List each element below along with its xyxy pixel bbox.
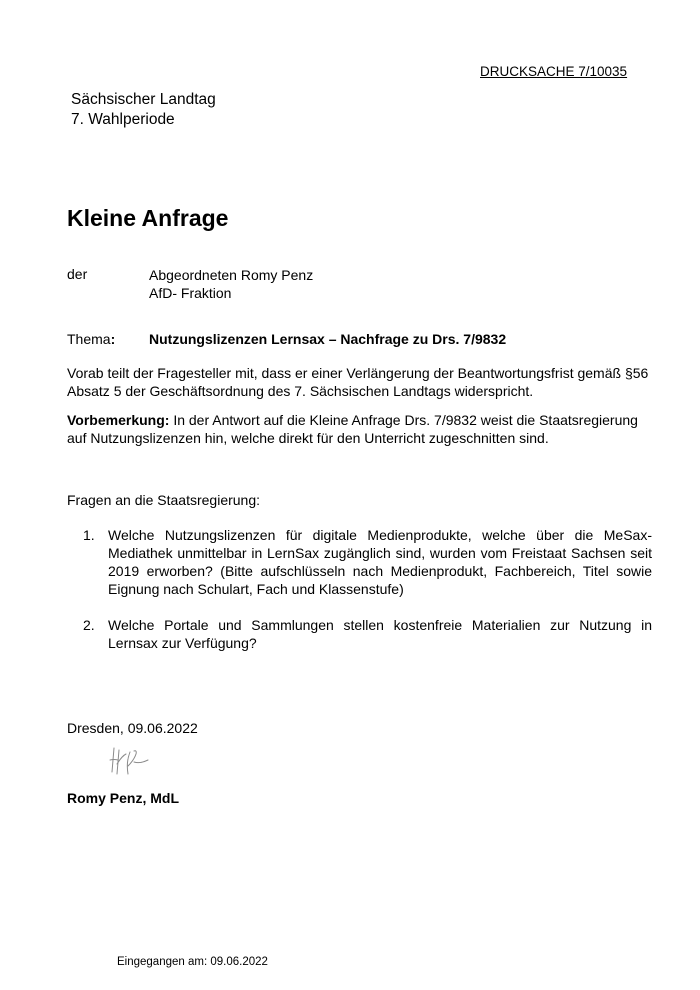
- document-title: Kleine Anfrage: [67, 205, 229, 231]
- question-text: Welche Nutzungslizenzen für digitale Medienprodukte, welche über die MeSax-Mediathek unmittelbar in LernSax zugänglich sind, wurden vom Freistaat Sachsen seit 2019 erworben? (Bitte aufschlüsseln nach Medienprodukt, Fachbereich, Titel sowie Eignung nach Schulart, Fach und Klassenstufe): [108, 527, 652, 597]
- author-faction: AfD- Fraktion: [149, 285, 232, 301]
- author-name: Abgeordneten Romy Penz: [149, 267, 314, 283]
- question-number: 2.: [83, 617, 95, 633]
- question-text: Welche Portale und Sammlungen stellen kostenfreie Materialien zur Nutzung in Lernsax zur Verfügung?: [108, 617, 652, 651]
- legislative-period: 7. Wahlperiode: [71, 111, 175, 128]
- place-date: Dresden, 09.06.2022: [67, 720, 198, 736]
- topic-label: Thema: [67, 331, 111, 347]
- drucksache-number: DRUCKSACHE 7/10035: [480, 64, 628, 79]
- preface-paragraph: Vorab teilt der Fragesteller mit, dass er einer Verlängerung der Beantwortungsfrist gemäß §56 Absatz 5 der Geschäftsordnung des 7. Sächsischen Landtags widerspricht.: [67, 365, 649, 399]
- author-label: der: [67, 266, 88, 282]
- author-block: [149, 266, 313, 302]
- topic-colon: :: [110, 331, 116, 347]
- question-number: 1.: [83, 527, 95, 543]
- questions-intro: Fragen an die Staatsregierung:: [67, 492, 261, 508]
- parliament-name: Sächsischer Landtag: [71, 91, 216, 108]
- signature-image: [104, 742, 156, 780]
- remark-text: In der Antwort auf die Kleine Anfrage Drs. 7/9832 weist die Staatsregierung auf Nutzungslizenzen hin, welche direkt für den Unterricht zugeschnitten sind.: [67, 412, 638, 446]
- topic-value: Nutzungslizenzen Lernsax – Nachfrage zu Drs. 7/9832: [149, 331, 507, 347]
- remark-paragraph: [67, 411, 652, 447]
- questions-list: [67, 526, 652, 670]
- remark-label: Vorbemerkung:: [67, 412, 170, 428]
- question-item: [67, 616, 652, 652]
- parliament-block: [71, 90, 216, 130]
- topic-label-block: [67, 331, 115, 347]
- question-item: [67, 526, 652, 598]
- received-date: Eingegangen am: 09.06.2022: [117, 956, 268, 968]
- signer-name: Romy Penz, MdL: [67, 790, 180, 806]
